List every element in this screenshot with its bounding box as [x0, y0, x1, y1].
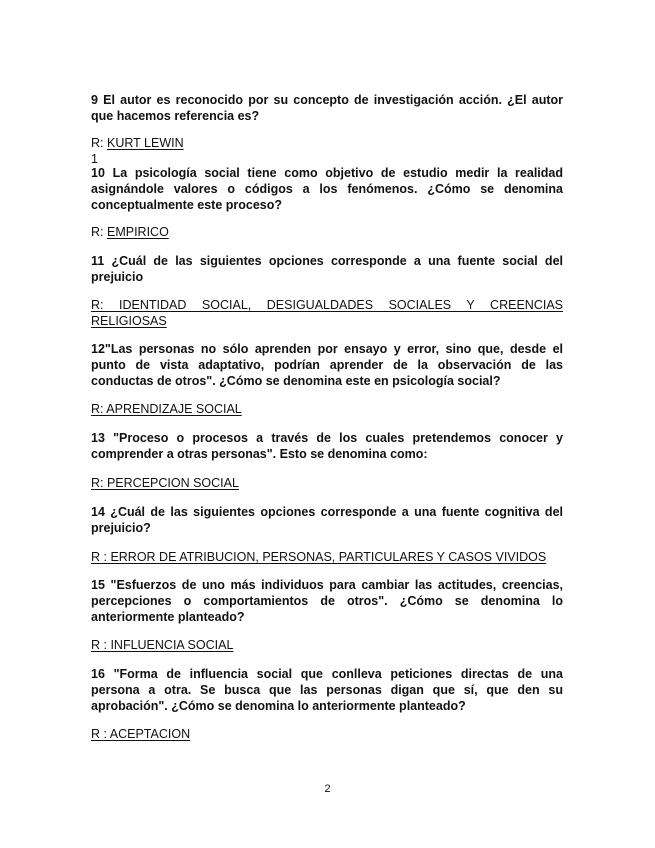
answer-12: R: APRENDIZAJE SOCIAL	[91, 402, 242, 416]
answer-11-line-2: RELIGIOSAS	[91, 314, 167, 328]
question-9: 9 El autor es reconocido por su concepto de investigación acción. ¿El autor que hacemos referencia es?	[91, 93, 563, 123]
page-number: 2	[324, 783, 331, 795]
answer-14: R : ERROR DE ATRIBUCION, PERSONAS, PARTICULARES Y CASOS VIVIDOS	[91, 550, 547, 564]
answer-11-line-1: R: IDENTIDAD SOCIAL, DESIGUALDADES SOCIALES Y CREENCIAS	[91, 298, 563, 312]
answer-10	[91, 224, 169, 240]
question-16: 16 "Forma de influencia social que conlleva peticiones directas de una persona a otra. Se busca que las personas digan que sí, que den su aprobación". ¿Cómo se denomina lo anteriormente planteado?	[91, 667, 563, 713]
answer-16: R : ACEPTACION	[91, 727, 191, 741]
answer-9	[91, 135, 184, 151]
answer-15: R : INFLUENCIA SOCIAL	[91, 638, 234, 652]
question-13: 13 "Proceso o procesos a través de los cuales pretendemos conocer y comprender a otras personas". Esto se denomina como:	[91, 431, 563, 461]
answer-10-prefix: R:	[91, 225, 107, 239]
question-12: 12"Las personas no sólo aprenden por ensayo y error, sino que, desde el punto de vista adaptativo, podrían aprender de la observación de las conductas de otros". ¿Cómo se denomina este en psicología social?	[91, 342, 563, 388]
answer-13: R: PERCEPCION SOCIAL	[91, 476, 239, 490]
answer-9-prefix: R:	[91, 136, 107, 150]
answer-9-value: KURT LEWIN	[106, 136, 184, 150]
question-14: 14 ¿Cuál de las siguientes opciones corresponde a una fuente cognitiva del prejuicio?	[91, 505, 563, 535]
question-11: 11 ¿Cuál de las siguientes opciones corresponde a una fuente social del prejuicio	[91, 254, 563, 284]
answer-10-value: EMPIRICO	[106, 225, 169, 239]
question-15: 15 "Esfuerzos de uno más individuos para cambiar las actitudes, creencias, percepciones o comportamientos de otros". ¿Cómo se denomina lo anteriormente planteado?	[91, 578, 563, 624]
question-10: 10 La psicología social tiene como objetivo de estudio medir la realidad asignándole valores o códigos a los fenómenos. ¿Cómo se denomina conceptualmente este proceso?	[91, 166, 563, 212]
stray-marker: 1	[91, 152, 98, 166]
